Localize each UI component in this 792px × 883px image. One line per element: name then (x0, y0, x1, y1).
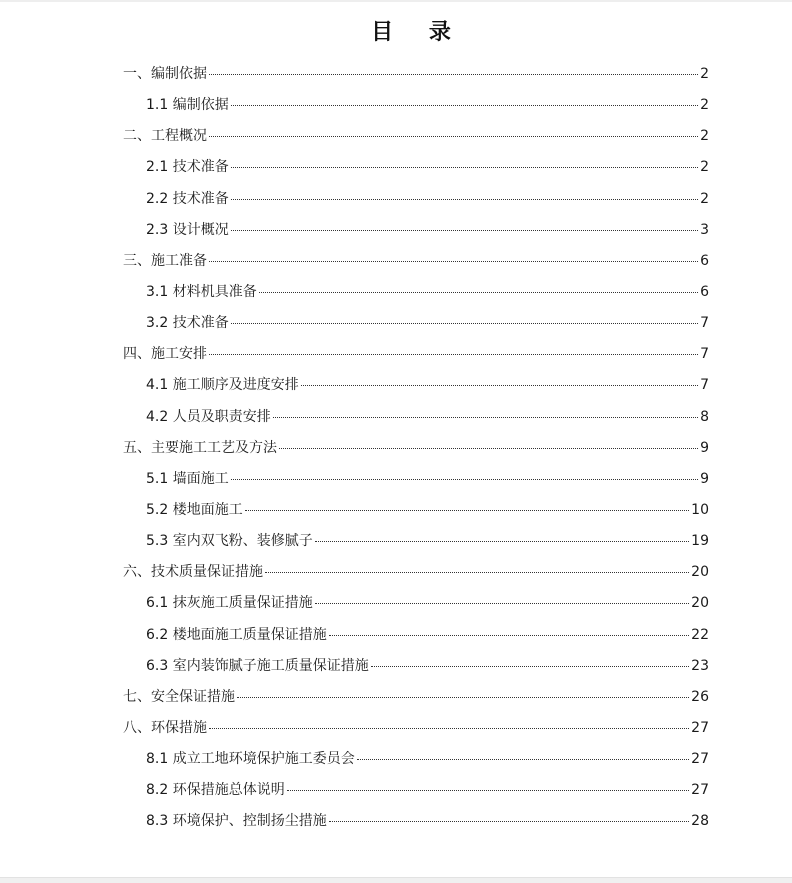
toc-entry-label: 2.1 技术准备 (146, 159, 229, 176)
toc-entry[interactable] (0, 184, 792, 215)
toc-entry-page-number: 7 (700, 315, 709, 332)
toc-entry-label: 六、技术质量保证措施 (123, 564, 263, 581)
toc-dot-leader (231, 479, 698, 480)
toc-entry-label: 6.3 室内装饰腻子施工质量保证措施 (146, 657, 369, 674)
toc-entry-label: 4.2 人员及职责安排 (146, 408, 271, 425)
toc-dot-leader (357, 759, 689, 760)
toc-entry[interactable] (0, 495, 792, 526)
toc-entry[interactable] (0, 246, 792, 277)
toc-entry-label: 5.3 室内双飞粉、装修腻子 (146, 533, 313, 550)
toc-entry[interactable] (0, 620, 792, 651)
toc-entry[interactable] (0, 402, 792, 433)
toc-dot-leader (231, 230, 698, 231)
toc-entry-page-number: 6 (700, 283, 709, 300)
toc-dot-leader (245, 510, 689, 511)
toc-entry-page-number: 2 (700, 190, 709, 207)
toc-dot-leader (209, 261, 698, 262)
toc-entry[interactable] (0, 121, 792, 152)
toc-dot-leader (279, 448, 698, 449)
toc-entry-label: 3.1 材料机具准备 (146, 283, 257, 300)
toc-entry[interactable] (0, 59, 792, 90)
toc-entry-label: 1.1 编制依据 (146, 97, 229, 114)
toc-dot-leader (231, 167, 698, 168)
toc-entry-page-number: 26 (691, 688, 709, 705)
toc-entry-label: 8.2 环保措施总体说明 (146, 782, 285, 799)
toc-entry[interactable] (0, 557, 792, 588)
top-border (0, 0, 792, 2)
toc-entry-label: 五、主要施工工艺及方法 (123, 439, 277, 456)
toc-entry-label: 七、安全保证措施 (123, 688, 235, 705)
table-of-contents (0, 59, 792, 838)
toc-entry[interactable] (0, 90, 792, 121)
toc-entry-page-number: 2 (700, 159, 709, 176)
toc-entry-label: 5.1 墙面施工 (146, 470, 229, 487)
toc-entry[interactable] (0, 588, 792, 619)
toc-entry[interactable] (0, 339, 792, 370)
toc-dot-leader (209, 728, 689, 729)
toc-dot-leader (371, 666, 689, 667)
toc-dot-leader (265, 572, 689, 573)
toc-entry-page-number: 7 (700, 346, 709, 363)
toc-entry-page-number: 22 (691, 626, 709, 643)
toc-dot-leader (231, 199, 698, 200)
toc-entry-label: 3.2 技术准备 (146, 315, 229, 332)
toc-entry[interactable] (0, 215, 792, 246)
toc-dot-leader (273, 417, 698, 418)
page-title: 目 录 (371, 19, 465, 45)
toc-entry-label: 一、编制依据 (123, 66, 207, 82)
toc-entry-page-number: 7 (700, 377, 709, 394)
toc-entry[interactable] (0, 370, 792, 401)
toc-entry-page-number: 2 (700, 128, 709, 145)
toc-dot-leader (301, 385, 698, 386)
toc-entry-page-number: 3 (700, 221, 709, 238)
toc-dot-leader (329, 821, 689, 822)
toc-entry-page-number: 2 (700, 97, 709, 114)
toc-dot-leader (209, 136, 698, 137)
toc-entry-label: 5.2 楼地面施工 (146, 501, 243, 518)
toc-entry-page-number: 10 (691, 501, 709, 518)
toc-entry-label: 8.3 环境保护、控制扬尘措施 (146, 813, 327, 830)
toc-entry[interactable] (0, 152, 792, 183)
toc-entry[interactable] (0, 308, 792, 339)
toc-entry-label: 2.2 技术准备 (146, 190, 229, 207)
toc-entry-page-number: 27 (691, 719, 709, 736)
toc-dot-leader (259, 292, 698, 293)
toc-entry-label: 八、环保措施 (123, 719, 207, 736)
toc-entry[interactable] (0, 433, 792, 464)
toc-entry-page-number: 23 (691, 657, 709, 674)
toc-entry-page-number: 20 (691, 564, 709, 581)
toc-entry-label: 6.1 抹灰施工质量保证措施 (146, 595, 313, 612)
toc-entry-label: 2.3 设计概况 (146, 221, 229, 238)
toc-entry-label: 四、施工安排 (123, 346, 207, 363)
toc-entry-label: 三、施工准备 (123, 252, 207, 269)
toc-entry[interactable] (0, 277, 792, 308)
toc-dot-leader (231, 105, 698, 106)
toc-entry[interactable] (0, 713, 792, 744)
toc-entry-label: 6.2 楼地面施工质量保证措施 (146, 626, 327, 643)
toc-entry-label: 8.1 成立工地环境保护施工委员会 (146, 751, 355, 768)
page-bottom-edge (0, 877, 792, 883)
toc-entry[interactable] (0, 651, 792, 682)
toc-entry-page-number: 9 (700, 439, 709, 456)
toc-entry[interactable] (0, 464, 792, 495)
toc-entry-page-number: 28 (691, 813, 709, 830)
toc-dot-leader (315, 603, 689, 604)
toc-entry[interactable] (0, 775, 792, 806)
toc-entry-page-number: 27 (691, 782, 709, 799)
toc-dot-leader (315, 541, 689, 542)
toc-dot-leader (231, 323, 698, 324)
toc-entry-page-number: 8 (700, 408, 709, 425)
toc-entry-page-number: 20 (691, 595, 709, 612)
toc-entry-page-number: 9 (700, 470, 709, 487)
toc-dot-leader (329, 635, 689, 636)
toc-dot-leader (287, 790, 689, 791)
toc-entry-label: 4.1 施工顺序及进度安排 (146, 377, 299, 394)
toc-entry[interactable] (0, 526, 792, 557)
toc-entry-page-number: 19 (691, 533, 709, 550)
toc-entry[interactable] (0, 682, 792, 713)
toc-dot-leader (209, 354, 698, 355)
toc-dot-leader (237, 697, 689, 698)
toc-entry[interactable] (0, 744, 792, 775)
toc-dot-leader (209, 74, 698, 75)
toc-entry-label: 二、工程概况 (123, 128, 207, 145)
toc-entry-page-number: 2 (700, 66, 709, 82)
toc-entry[interactable] (0, 806, 792, 837)
toc-entry-page-number: 6 (700, 252, 709, 269)
toc-entry-page-number: 27 (691, 751, 709, 768)
